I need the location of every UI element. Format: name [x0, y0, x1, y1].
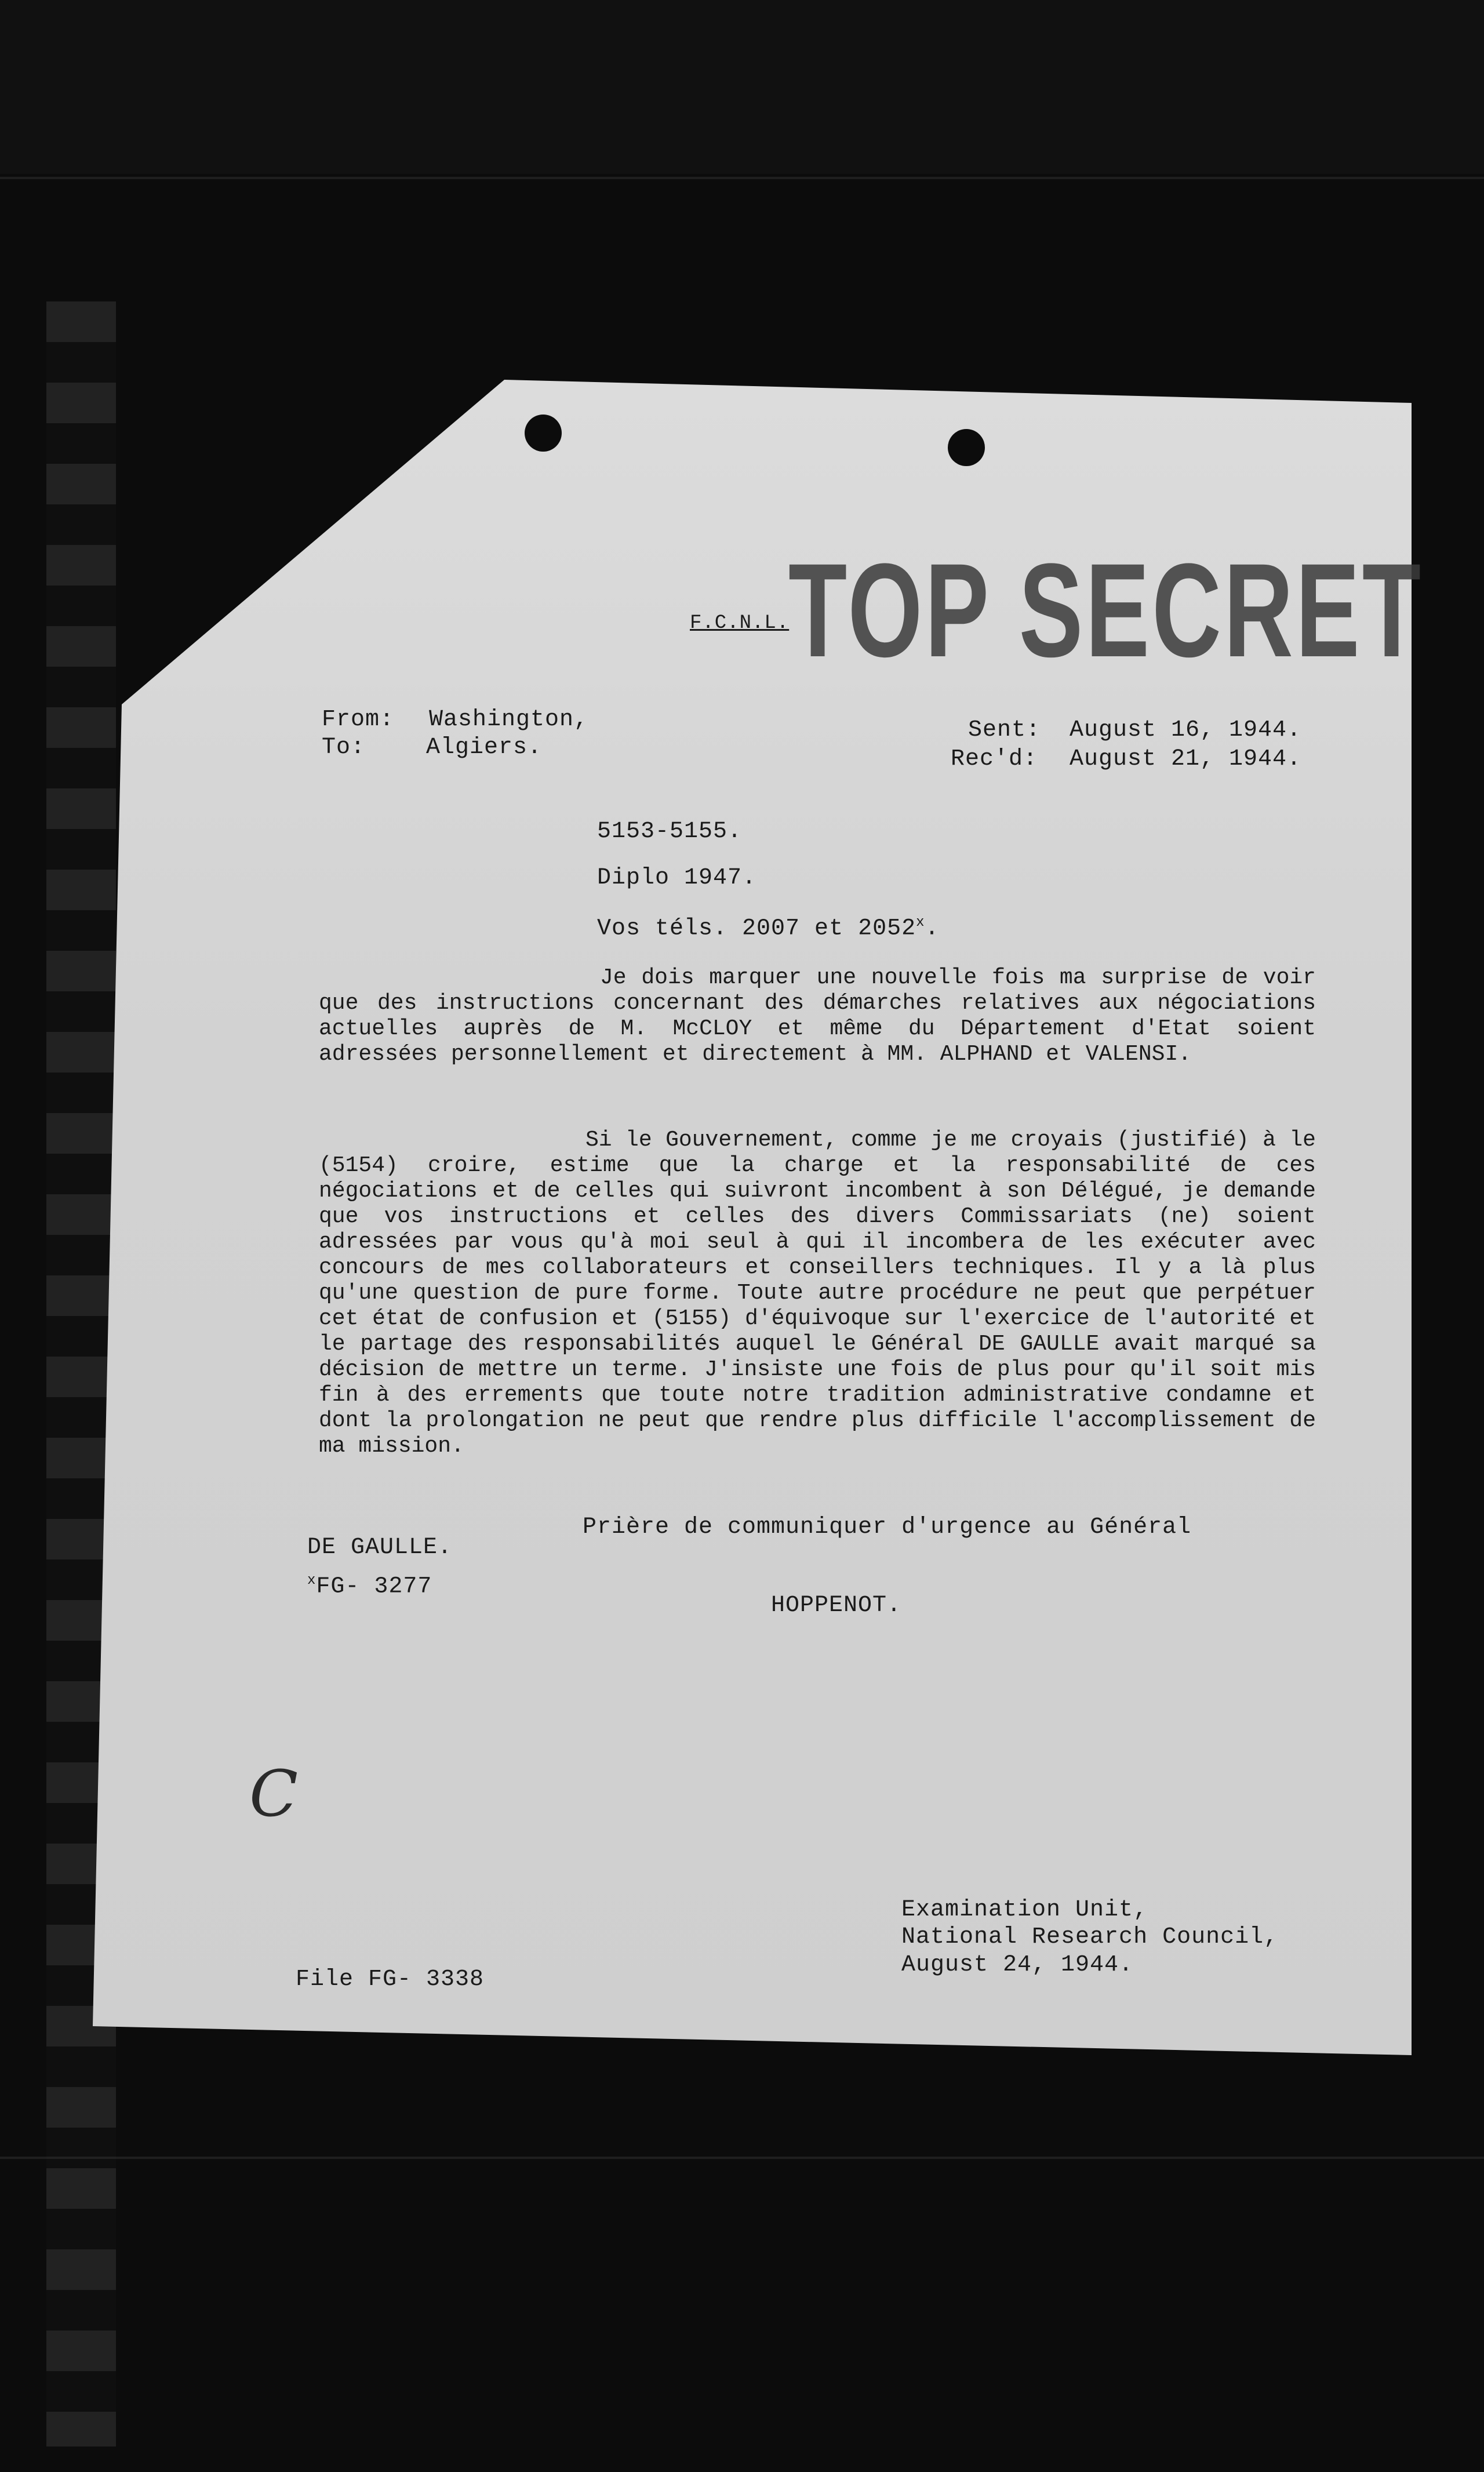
footnote-mark: x — [307, 1573, 317, 1588]
sent-label: Sent: — [968, 717, 1041, 743]
header-code: F.C.N.L. — [690, 612, 790, 634]
footnote-line — [307, 1574, 432, 1598]
reference-text: Vos téls. 2007 et 2052 — [597, 915, 916, 942]
punch-hole — [525, 415, 562, 452]
signature: HOPPENOT. — [771, 1593, 902, 1619]
examination-unit: Examination Unit, — [901, 1897, 1148, 1923]
recd-label: Rec'd: — [951, 746, 1038, 772]
examination-date: August 24, 1944. — [901, 1952, 1134, 1978]
file-reference: File FG- 3338 — [296, 1966, 485, 1993]
paragraph-3: Prière de communiquer d'urgence au Général — [583, 1514, 1192, 1540]
sent-value: August 16, 1944. — [1070, 717, 1302, 743]
top-secret-stamp: TOP SECRET — [788, 536, 1424, 685]
from-label: From: — [322, 707, 395, 733]
scan-artifact — [0, 2157, 1484, 2159]
diplo-number: Diplo 1947. — [597, 865, 757, 891]
reference-mark: x — [916, 915, 925, 930]
film-border-top — [0, 0, 1484, 174]
scan-artifact — [0, 177, 1484, 179]
paragraph-2: Si le Gouvernement, comme je me croyais (justifié) à le (5154) croire, estime que la charge et la responsabilité de ces négociations et de celles qui suivront incombent à son Délégué, je demande que vos instructions et celles des divers Commissariats (ne) soient adressées par vous qu'à moi seul à qui il incombera de les exécuter avec concours de mes collaborateurs et conseillers techniques. Il y a là plus qu'une question de pure forme. Toute autre procédure ne peut que perpétuer cet état de confusion et (5155) d'équivoque sur l'exercice de l'autorité et le partage des responsabilités auquel le Général DE GAULLE avait marqué sa décision de mettre un terme. J'insiste une fois de plus pour qu'il soit mis fin à des errements que toute notre tradition administrative condamne et dont la prolongation ne peut que rendre plus difficile l'accomplissement de ma mission. — [319, 1128, 1316, 1459]
punch-hole — [948, 429, 985, 466]
handwritten-mark: C — [249, 1757, 299, 1831]
reference-line — [597, 916, 940, 940]
research-council: National Research Council, — [901, 1924, 1279, 1950]
from-value: Washington, — [429, 707, 589, 733]
to-value: Algiers. — [426, 735, 543, 761]
film-sprocket-strip — [46, 301, 116, 2446]
recipient-name: DE GAULLE. — [307, 1535, 453, 1561]
message-numbers: 5153-5155. — [597, 819, 743, 845]
to-label: To: — [322, 735, 366, 761]
paragraph-1: Je dois marquer une nouvelle fois ma surprise de voir que des instructions concernant des démarches relatives aux négociations actuelles auprès de M. McCLOY et même du Département d'Etat soient adressées personnellement et directement à MM. ALPHAND et VALENSI. — [319, 965, 1316, 1067]
reference-end: . — [925, 915, 940, 942]
recd-value: August 21, 1944. — [1070, 746, 1302, 772]
footnote-text: FG- 3277 — [316, 1573, 432, 1600]
